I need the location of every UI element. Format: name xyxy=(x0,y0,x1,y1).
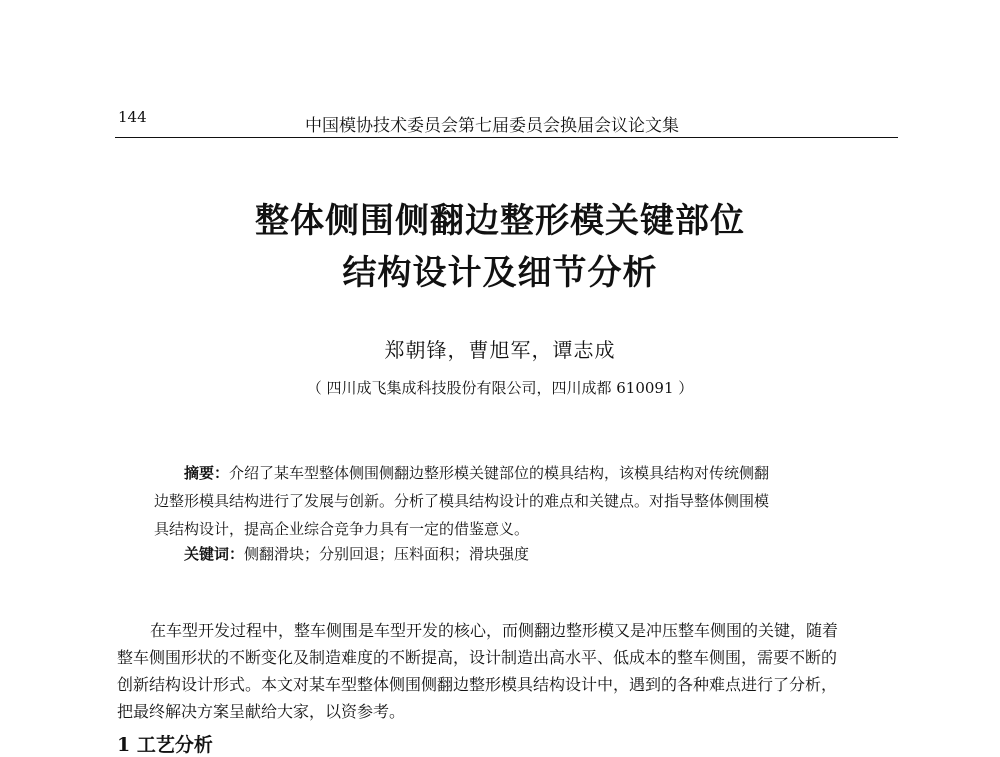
paper-title-line-1: 整体侧围侧翻边整形模关键部位 xyxy=(255,201,745,241)
abstract-text: 介绍了某车型整体侧围侧翻边整形模关键部位的模具结构，该模具结构对传统侧翻 xyxy=(229,464,770,482)
section-heading: 1 工艺分析 xyxy=(117,734,213,756)
abstract xyxy=(154,459,874,543)
abstract-label: 摘要： xyxy=(184,464,230,482)
body-line: 在车型开发过程中，整车侧围是车型开发的核心，而侧翻边整形模又是冲压整车侧围的关键，随着 xyxy=(150,621,839,640)
body-paragraph xyxy=(117,617,887,725)
body-line: 创新结构设计形式。本文对某车型整体侧围侧翻边整形模具结构设计中，遇到的各种难点进行了分析， xyxy=(117,675,838,694)
affiliation: （ 四川成飞集成科技股份有限公司，四川成都 610091 ） xyxy=(306,379,694,397)
body-line: 把最终解决方案呈献给大家，以资参考。 xyxy=(117,702,406,721)
running-title: 中国模协技术委员会第七届委员会换届会议论文集 xyxy=(305,116,679,136)
abstract-line: 边整形模具结构进行了发展与创新。分析了模具结构设计的难点和关键点。对指导整体侧围模 xyxy=(154,492,770,510)
abstract-line xyxy=(154,459,874,487)
page-number: 144 xyxy=(118,108,147,126)
keywords-text: 侧翻滑块；分别回退；压料面积；滑块强度 xyxy=(244,545,530,563)
header-rule xyxy=(115,137,898,138)
abstract-line: 具结构设计，提高企业综合竞争力具有一定的借鉴意义。 xyxy=(154,520,530,538)
keywords xyxy=(184,543,529,564)
paper-title-line-2: 结构设计及细节分析 xyxy=(342,253,658,293)
body-line: 整车侧围形状的不断变化及制造难度的不断提高，设计制造出高水平、低成本的整车侧围，需要不断的 xyxy=(117,648,838,667)
authors: 郑朝锋，曹旭军，谭志成 xyxy=(384,338,616,362)
keywords-label: 关键词： xyxy=(184,545,245,563)
